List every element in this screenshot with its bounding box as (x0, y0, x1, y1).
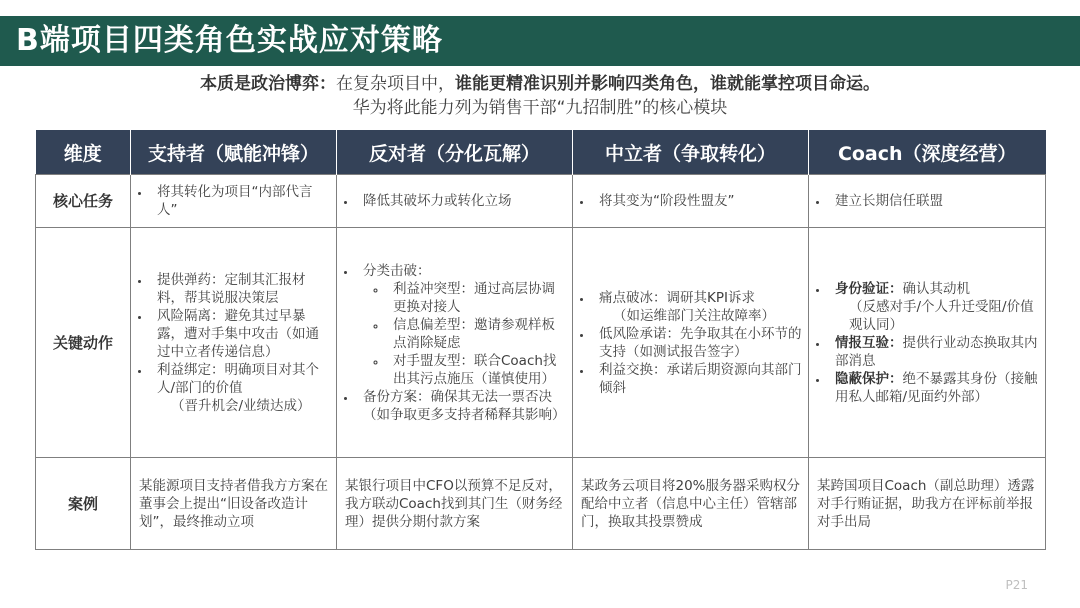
list-item (151, 271, 330, 307)
cell-action-supporter (131, 228, 337, 458)
list-item (829, 280, 1039, 334)
cell-case-coach: 某跨国项目Coach（副总助理）透露对手行贿证据，助我方在评标前举报对手出局 (809, 458, 1046, 550)
list-item: • 将其变为“阶段性盟友” (593, 192, 802, 210)
page-number: P21 (1005, 578, 1028, 592)
item-text: 绝不暴露其身份（接触用私人邮箱/见面约外部） (835, 370, 1038, 405)
row-key-action (36, 228, 1046, 458)
cell-task-opponent (337, 175, 573, 228)
subtitle-bold-b: 谁能更精准识别并影响四类角色，谁就能掌控项目命运。 (455, 74, 880, 94)
header-coach: Coach（深度经营） (809, 130, 1046, 175)
list-item (593, 325, 802, 361)
subtitle-line-1 (0, 72, 1080, 96)
list-item: • 建立长期信任联盟 (829, 192, 1039, 210)
row-case (36, 458, 1046, 550)
item-note: （如运维部门关注故障率） (613, 307, 775, 324)
sub-list-item: ◦ 利益冲突型：通过高层协调更换对接人 (387, 280, 566, 316)
header-supporter: 支持者（赋能冲锋） (131, 130, 337, 175)
item-keyword: 隐蔽保护： (835, 370, 903, 387)
sub-list-item: ◦ 信息偏差型：邀请参观样板点消除疑虑 (387, 316, 566, 352)
row-label-key-action: 关键动作 (36, 228, 131, 458)
table-header-row (36, 130, 1046, 175)
list-item (357, 262, 566, 388)
title-bar (0, 16, 1080, 66)
header-opponent: 反对者（分化瓦解） (337, 130, 573, 175)
list-item (151, 307, 330, 361)
cell-case-opponent: 某银行项目中CFO以预算不足反对，我方联动Coach找到其门生（财务经理）提供分期付款方案 (337, 458, 573, 550)
list-item (829, 334, 1039, 370)
cell-action-coach (809, 228, 1046, 458)
subtitle-line-2: 华为将此能力列为销售干部“九招制胜”的核心模块 (352, 98, 728, 118)
cell-action-neutral (573, 228, 809, 458)
cell-task-neutral (573, 175, 809, 228)
strategy-table (35, 130, 1046, 550)
list-item: • 将其转化为项目“内部代言人” (151, 183, 330, 219)
item-text: 确认其动机 (902, 280, 970, 297)
item-text: 分类击破： (363, 262, 431, 279)
item-keyword: 身份验证： (835, 280, 903, 297)
list-item: • 降低其破坏力或转化立场 (357, 192, 566, 210)
item-keyword: 情报互验： (835, 334, 903, 351)
page-title: B端项目四类角色实战应对策略 (16, 23, 443, 58)
sub-list-item: ◦ 对手盟友型：联合Coach找出其污点施压（谨慎使用） (387, 352, 566, 388)
item-note: （晋升机会/业绩达成） (171, 397, 311, 414)
subtitle-plain: 在复杂项目中， (336, 74, 455, 94)
header-neutral: 中立者（争取转化） (573, 130, 809, 175)
item-text: 低风险承诺：先争取其在小环节的支持（如测试报告签字） (599, 325, 802, 360)
row-core-task (36, 175, 1046, 228)
cell-action-opponent (337, 228, 573, 458)
item-text: 痛点破冰：调研其KPI诉求 (599, 289, 755, 306)
list-item (151, 361, 330, 415)
list-item (593, 289, 802, 325)
subtitle-bold-a: 本质是政治博弈： (200, 74, 336, 94)
cell-task-supporter (131, 175, 337, 228)
item-text: 提供弹药：定制其汇报材料，帮其说服决策层 (157, 271, 306, 306)
list-item (829, 370, 1039, 406)
cell-case-neutral: 某政务云项目将20%服务器采购权分配给中立者（信息中心主任）管辖部门，换取其投票赞成 (573, 458, 809, 550)
row-label-case: 案例 (36, 458, 131, 550)
item-text: 利益绑定：明确项目对其个人/部门的价值 (157, 361, 319, 396)
subtitle (0, 72, 1080, 120)
item-text: 提供行业动态换取其内部消息 (835, 334, 1038, 369)
list-item: • 备份方案：确保其无法一票否决（如争取更多支持者稀释其影响） (357, 388, 566, 424)
item-note: （反感对手/个人升迁受阻/价值观认同） (849, 298, 1034, 333)
item-text: 利益交换：承诺后期资源向其部门倾斜 (599, 361, 802, 396)
list-item (593, 361, 802, 397)
row-label-core-task: 核心任务 (36, 175, 131, 228)
header-dimension: 维度 (36, 130, 131, 175)
item-note: （如通过中立者传递信息） (157, 325, 319, 360)
cell-task-coach (809, 175, 1046, 228)
item-text: 风险隔离：避免其过早暴露，遭对手集中攻击 (157, 307, 306, 342)
cell-case-supporter: 某能源项目支持者借我方方案在董事会上提出“旧设备改造计划”，最终推动立项 (131, 458, 337, 550)
